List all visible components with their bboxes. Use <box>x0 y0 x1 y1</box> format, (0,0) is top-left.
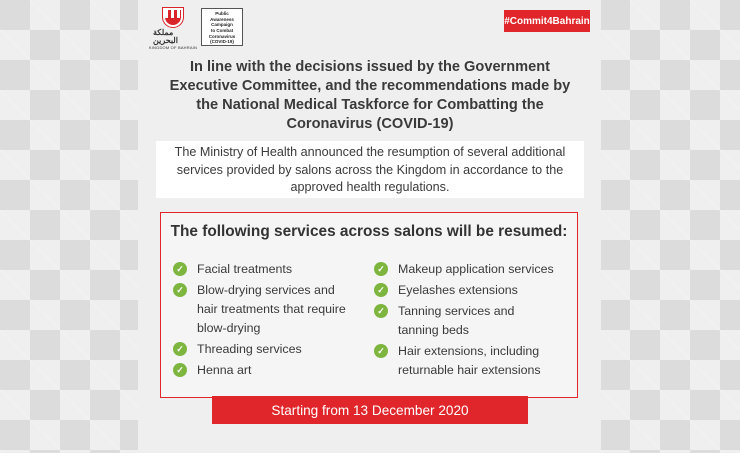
service-item <box>173 340 373 359</box>
bahrain-emblem-icon <box>163 8 183 27</box>
services-title: The following services across salons will be resumed: <box>170 223 568 240</box>
announcement-line: The Ministry of Health announced the resumption of several additional <box>174 145 566 159</box>
campaign-logo <box>201 8 243 46</box>
emblem-arabic-name: مملكة البحرين <box>153 28 178 45</box>
service-line: Eyelashes extensions <box>398 283 518 297</box>
hashtag-badge: #Commit4Bahrain <box>504 10 590 32</box>
check-icon: ✓ <box>173 262 187 276</box>
heading-line: the National Medical Taskforce for Combatting the <box>196 97 544 113</box>
date-banner: Starting from 13 December 2020 <box>212 396 528 424</box>
service-item <box>173 260 373 279</box>
emblem-english-name: KINGDOM OF BAHRAIN <box>148 45 198 50</box>
service-item <box>374 260 574 279</box>
campaign-line: Public Awareness <box>210 11 234 22</box>
service-item <box>374 342 574 380</box>
service-text <box>398 302 514 340</box>
service-text <box>197 361 251 380</box>
services-box <box>160 212 578 398</box>
announcement-line: services provided by salons across the Kingdom in accordance to the <box>176 162 564 177</box>
heading-line: Coronavirus (COVID-19) <box>286 116 454 132</box>
check-icon: ✓ <box>374 344 388 358</box>
service-line: blow-drying <box>197 321 261 335</box>
service-item <box>173 361 373 380</box>
page-heading <box>150 58 590 134</box>
check-icon: ✓ <box>173 342 187 356</box>
announcement-box <box>156 141 584 198</box>
campaign-line: Campaign <box>211 22 233 28</box>
service-line: Tanning services and <box>398 304 515 318</box>
service-line: Hair extensions, including <box>398 344 540 358</box>
campaign-line: to Combat <box>210 27 234 33</box>
check-icon: ✓ <box>374 283 388 297</box>
service-text <box>398 281 518 300</box>
service-text <box>398 260 554 279</box>
service-text <box>197 260 292 279</box>
service-text <box>398 342 541 380</box>
service-line: Makeup application services <box>398 262 554 276</box>
announcement-line: approved health regulations. <box>290 180 450 194</box>
service-line: returnable hair extensions <box>398 363 541 377</box>
check-icon: ✓ <box>173 363 187 377</box>
check-icon: ✓ <box>173 283 187 297</box>
logo-area <box>148 8 243 50</box>
service-item <box>173 281 373 338</box>
check-icon: ✓ <box>374 262 388 276</box>
campaign-line: (COVID-19) <box>210 39 234 45</box>
heading-line: Executive Committee, and the recommendations made by <box>169 78 571 94</box>
check-icon: ✓ <box>374 304 388 318</box>
service-line: hair treatments that require <box>197 302 346 316</box>
services-right-column <box>374 260 574 382</box>
service-line: Threading services <box>197 342 302 356</box>
service-line: Henna art <box>197 363 252 377</box>
service-line: Facial treatments <box>197 262 293 276</box>
service-text <box>197 281 346 338</box>
service-line: Blow-drying services and <box>197 283 335 297</box>
heading-line: In line with the decisions issued by the Government <box>189 59 551 75</box>
bahrain-emblem <box>148 8 198 50</box>
services-left-column <box>173 260 373 382</box>
service-text <box>197 340 302 359</box>
service-item <box>374 281 574 300</box>
campaign-line: Coronavirus <box>208 33 236 39</box>
service-line: tanning beds <box>398 323 469 337</box>
service-item <box>374 302 574 340</box>
